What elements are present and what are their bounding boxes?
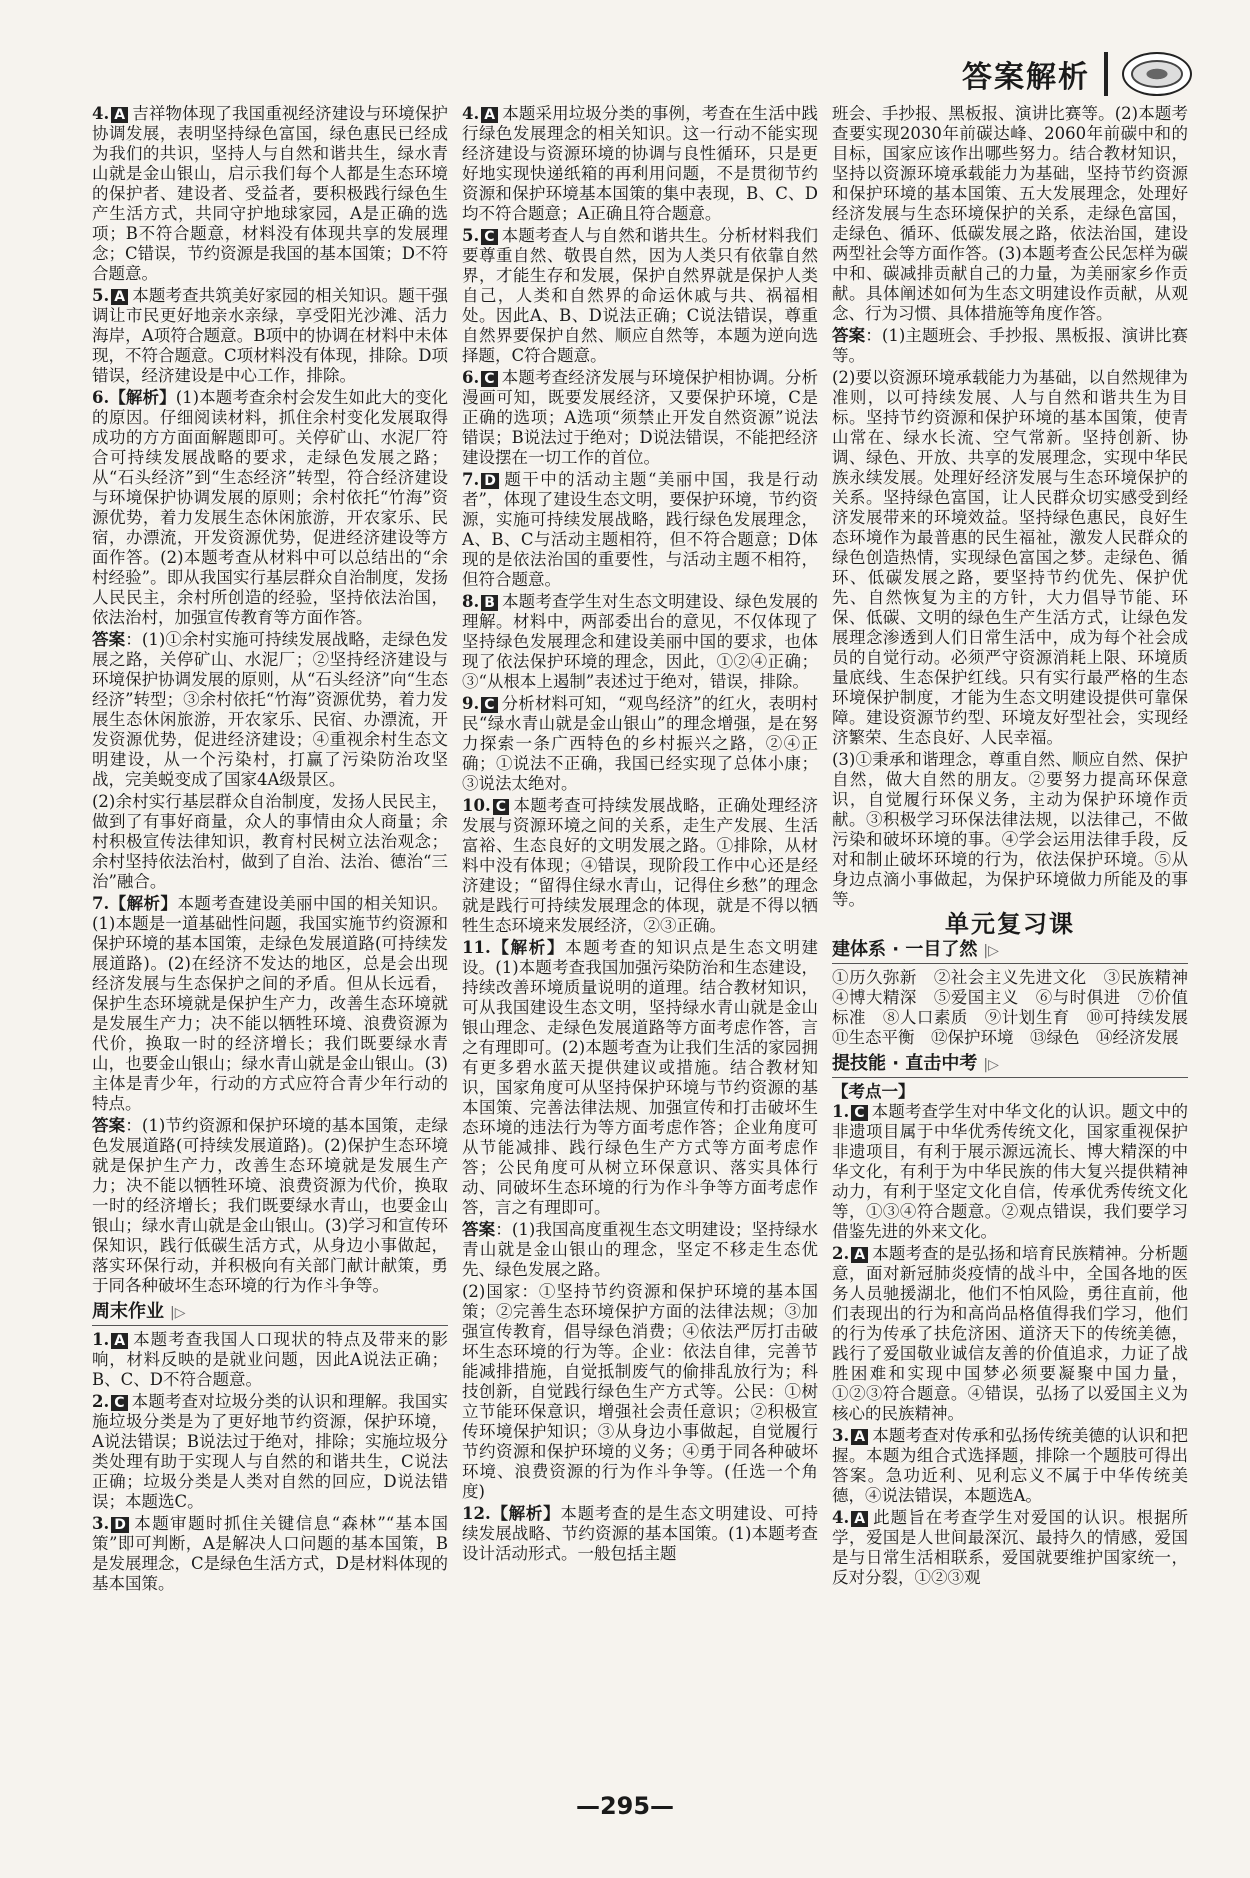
item-number: 4. [832,1508,850,1527]
answer-item [92,894,448,1114]
answer-item [832,104,1188,324]
item-text: 本题考查的知识点是生态文明建设。(1)本题考查我国加强污染防治和生态建设，持续改善环境质量说明的道理。结合教材知识，可从我国建设生态文明，坚持绿水青山就是金山银山理念、走绿色发展道路等方面考虑作答，言之有理即可。(2)本题考查为让我们生活的家园拥有更多碧水蓝天提供建议或措施。结合教材知识，国家角度可从坚持保护环境与节约资源的基本国策、完善法律法规、加强宣传和打击破坏生态环境的违法行为等方面考虑作答；企业角度可从节能减排、践行绿色生产方式等方面考虑作答；公民角度可从树立环保意识、落实具体行动、同破坏生态环境的行为作斗争等方面考虑作答，言之有理即可。 [462,938,819,1217]
unit-review-title: 单元复习课 [945,910,1075,938]
knowledge-system-answers: ①历久弥新 ②社会主义先进文化 ③民族精神 ④博大精深 ⑤爱国主义 ⑥与时俱进 ⑦价值标准 ⑧人口素质 ⑨计划生育 ⑩可持续发展 ⑪生态平衡 ⑫保护环境 ⑬绿色 ⑭经济发展 [832,968,1205,1047]
item-text: (2)余村实行基层群众自治制度，发扬人民民主，做到了有事好商量，众人的事情由众人商量；余村积极宣传法律知识，教育村民树立法治观念；余村坚持依法治村，做到了自治、法治、德治“三治”融合。 [92,792,448,891]
item-text: 本题考查的是生态文明建设、可持续发展战略、节约资源的基本国策。(1)本题考查设计活动形式。一般包括主题 [462,1504,819,1563]
page-number: —295— [575,1792,675,1820]
item-number: 2. [832,1244,850,1263]
answer-choice-badge: A [481,107,498,123]
section-title: 提技能 · 直击中考 [832,1053,978,1074]
item-label: 【解析】 [490,1504,561,1523]
answer-item [92,792,448,892]
item-number: 1. [92,1330,110,1349]
answer-item [92,1514,448,1594]
answer-choice-badge: C [493,799,509,815]
section-title: 建体系 · 一目了然 [832,939,978,960]
item-text: (2)国家：①坚持节约资源和保护环境的基本国策；②完善生态环境保护方面的法律法规；③加强宣传教育，倡导绿色消费；④依法严厉打击破坏生态环境的行为等。企业：依法自律，完善节能减排措施，自觉抵制废气的偷排乱放行为；科技创新，自觉践行绿色生产方式等。公民：①树立节能环保意识，增强社会责任意识；②积极宣传环境保护知识；③从身边小事做起，自觉履行节约资源和保护环境的义务；④勇于同各种破坏环境、浪费资源的行为作斗争等。(任选一个角度) [462,1282,818,1501]
item-text: 本题考查建设美丽中国的相关知识。(1)本题是一道基础性问题，我国实施节约资源和保护环境的基本国策，走绿色发展道路(可持续发展道路)。(2)在经济不发达的地区，总是会出现经济发展与生态保护之间的矛盾。但从长远看，保护生态环境就是保护生产力，改善生态环境就是发展生产力；决不能以牺牲环境、浪费资源为代价，换取一时的经济增长；我们既要绿水青山，也要金山银山；绿水青山就是金山银山。(3)主体是青少年，行动的方式应符合青少年行动的特点。 [92,894,449,1113]
item-number: 11. [462,938,491,957]
section-title: 周末作业 [92,1301,164,1322]
item-label: 答案 [92,1116,126,1135]
item-text: (2)要以资源环境承载能力为基础，以自然规律为准则，以可持续发展、人与自然和谐共生为目标。坚持节约资源和保护环境的基本国策，使青山常在、绿水长流、空气常新。坚持创新、协调、绿色、开放、共享的发展理念，实现中华民族永续发展。处理好经济发展与生态环境保护的关系。坚持绿色富国，让人民群众切实感受到经济发展带来的环境效益。坚持绿色惠民，良好生态环境作为最普惠的民生福祉，激发人民群众的绿色创造热情，实现绿色富国之梦。走绿色、循环、低碳发展之路，要坚持节约优先、保护优先、自然恢复为主的方针，大力倡导节能、环保、低碳、文明的绿色生产生活方式，让绿色发展理念渗透到人们日常生活中，成为每个社会成员的自觉行动。必须严守资源消耗上限、环境质量底线、生态保护红线。只有实行最严格的生态环境保护制度，才能为生态文明建设提供可靠保障。建设资源节约型、环境友好型社会，实现经济繁荣、生态良好、人民幸福。 [832,368,1188,747]
answer-item [462,226,818,366]
answer-item [832,1426,1188,1506]
answer-choice-badge: A [111,1333,128,1349]
item-number: 1. [832,1102,850,1121]
item-number: 3. [832,1426,850,1445]
item-text: 本题考查学生对中华文化的认识。题文中的非遗项目属于中华优秀传统文化，国家重视保护非遗项目，有利于展示源远流长、博大精深的中华文化，有利于为中华民族的伟大复兴提供精神动力，有利于坚定文化自信，传承优秀传统文化等，①③④符合题意。②观点错误，我们要学习借鉴先进的外来文化。 [832,1102,1188,1241]
answer-item [462,592,818,692]
answer-choice-badge: A [851,1247,868,1263]
answer-item [92,388,448,628]
item-label: 答案 [832,326,866,345]
item-text: 本题考查的是弘扬和培育民族精神。分析题意，面对新冠肺炎疫情的战斗中，全国各地的医务人员驰援湖北，他们不怕风险，勇往直前，他们表现出的行为和高尚品格值得我们学习，他们的行为传承了扶危济困、道济天下的传统美德，践行了爱国敬业诚信友善的价值追求，力证了战胜困难和实现中国梦必须要凝聚中国力量，①②③符合题意。④错误，弘扬了以爱国主义为核心的民族精神。 [832,1244,1188,1423]
exam-point-label: 【考点一】 [832,1082,915,1101]
answer-choice-badge: A [851,1511,868,1527]
item-label: 【解析】 [109,388,176,407]
answer-item [462,1504,818,1564]
item-number: 4. [92,104,110,123]
item-number: 7. [462,470,480,489]
answer-choice-badge: C [481,229,497,245]
answer-choice-badge: C [481,371,497,387]
item-text: ：(1)①余村实施可持续发展战略，走绿色发展之路，关停矿山、水泥厂；②坚持经济建设与环境保护协调发展的原则，从“石头经济”向“生态经济”转型；③余村依托“竹海”资源优势，着力发展生态休闲旅游，开农家乐、民宿、办漂流，开发资源优势，促进经济建设；④重视余村生态文明建设，从一个污染村，打赢了污染防治攻坚战，完美蜕变成了国家4A级景区。 [92,630,449,789]
answer-item [462,470,818,590]
item-text: 班会、手抄报、黑板报、演讲比赛等。(2)本题考查要实现2030年前碳达峰、2060年前碳中和的目标，国家应该作出哪些努力。结合教材知识，坚持以资源环境承载能力为基础，坚持节约资源和保护环境的基本国策、五大发展理念，处理好经济发展与生态环境保护的关系，走绿色富国，走绿色、循环、低碳发展之路，依法治国，建设两型社会等方面作答。(3)本题考查公民怎样为碳中和、碳减排贡献自己的力量，为美丽家乡作贡献。具体阐述如何为生态文明建设作贡献，从观念、行为习惯、具体措施等角度作答。 [832,104,1188,323]
item-text: 本题采用垃圾分类的事例，考查在生活中践行绿色发展理念的相关知识。这一行动不能实现经济建设与资源环境的协调与良性循环，只是更好地实现快递纸箱的再利用问题，不是贯彻节约资源和保护环境基本国策的集中表现，B、C、D均不符合题意；A正确且符合题意。 [462,104,818,223]
item-text: 本题审题时抓住关键信息“森林”“基本国策”即可判断，A是解决人口问题的基本国策，B是发展理念，C是绿色生活方式，D是材料体现的基本国策。 [92,1514,448,1593]
answer-choice-badge: A [851,1429,868,1445]
header-title: 答案解析 [962,60,1090,95]
item-number: 6. [92,388,110,407]
item-number: 10. [462,796,491,815]
item-text: 题干中的活动主题“美丽中国，我是行动者”，体现了建设生态文明，要保护环境，节约资源，实施可持续发展战略，践行绿色发展理念，A、B、C与活动主题相符，但不符合题意；D体现的是依法治国的重要性，与活动主题不相符，但符合题意。 [462,470,818,589]
item-number: 8. [462,592,480,611]
answer-item [832,1102,1188,1242]
publisher-logo-icon [1122,52,1192,96]
answer-item [92,630,448,790]
answer-item [832,326,1188,366]
item-text: 吉祥物体现了我国重视经济建设与环境保护协调发展，表明坚持绿色富国，绿色惠民已经成为我们的共识，坚持人与自然和谐共生，绿水青山就是金山银山，启示我们每个人都是生态环境的保护者、建设者、受益者，要积极践行绿色生产生活方式，共同守护地球家园，A是正确的选项；B不符合题意，材料没有体现共享的发展理念；C错误，节约资源是我国的基本国策；D不符合题意。 [92,104,448,283]
answer-item [832,368,1188,748]
answer-item [832,750,1188,910]
item-number: 4. [462,104,480,123]
answer-item [462,796,818,936]
answer-choice-badge: B [481,595,498,611]
answer-choice-badge: C [111,1395,127,1411]
item-text: 本题考查可持续发展战略，正确处理经济发展与资源环境之间的关系，走生产发展、生活富裕、生态良好的文明发展之路。①排除，从材料中没有体现；④错误，现阶段工作中心还是经济建设；“留得住绿水青山，记得住乡愁”的理念就是践行可持续发展理念的体现，就是不得以牺牲生态环境来发展经济，②③正确。 [462,796,818,935]
answer-choice-badge: C [481,697,497,713]
answer-item [462,938,818,1218]
item-text: ：(1)我国高度重视生态文明建设；坚持绿水青山就是金山银山的理念，坚定不移走生态优先、绿色发展之路。 [462,1220,819,1279]
item-text: (3)①秉承和谐理念，尊重自然、顺应自然、保护自然，做大自然的朋友。②要努力提高环保意识，自觉履行环保义务，主动为保护环境作贡献。③积极学习环保法律法规，以法律己，不做污染和破坏环境的事。④学会运用法律手段，反对和制止破坏环境的行为，依法保护环境。⑤从身边点滴小事做起，为保护环境做力所能及的事等。 [832,750,1188,909]
item-text: 本题考查对垃圾分类的认识和理解。我国实施垃圾分类是为了更好地节约资源，保护环境，A说法错误；B说法过于绝对，排除；实施垃圾分类处理有助于实现人与自然的和谐共生，C说法正确；垃圾分类是人类对自然的回应，D说法错误；本题选C。 [92,1392,448,1511]
item-text: ：(1)主题班会、手抄报、黑板报、演讲比赛等。 [832,326,1189,365]
item-number: 9. [462,694,480,713]
item-text: 本题考查人与自然和谐共生。分析材料我们要尊重自然、敬畏自然，因为人类只有依靠自然界，才能生存和发展，保护自然界就是保护人类自己，人类和自然界的命运休戚与共、祸福相处。因此A、B、D说法正确；C说法错误，尊重自然界要保护自然、顺应自然等，本题为逆向选择题，C符合题意。 [462,226,818,365]
item-text: ：(1)节约资源和保护环境的基本国策，走绿色发展道路(可持续发展道路)。(2)保护生态环境就是保护生产力，改善生态环境就是发展生产力；决不能以牺牲环境、浪费资源为代价，换取一时的经济增长；我们既要绿水青山，也要金山银山；绿水青山就是金山银山。(3)学习和宣传环保知识，践行低碳生活方式，从身边小事做起，落实环保行动，并积极向有关部门献计献策，勇于同各种破坏生态环境的行为作斗争等。 [92,1116,449,1295]
header-divider [1104,52,1108,96]
answer-choice-badge: A [111,107,128,123]
item-text: 本题考查经济发展与环境保护相协调。分析漫画可知，既要发展经济，又要保护环境，C是正确的选项；A选项“须禁止开发自然资源”说法错误；B说法过于绝对；D说法错误，不能把经济建设摆在一切工作的首位。 [462,368,818,467]
item-text: 本题考查共筑美好家园的相关知识。题干强调让市民更好地亲水亲绿，享受阳光沙滩、活力海岸，A项符合题意。B项中的协调在材料中未体现，不符合题意。C项材料没有体现，排除。D项错误，经济建设是中心工作，排除。 [92,286,448,385]
answer-choice-badge: D [111,1517,129,1533]
item-text: 本题考查学生对生态文明建设、绿色发展的理解。材料中，两部委出台的意见，不仅体现了坚持绿色发展理念和建设美丽中国的要求，也体现了依法保护环境的理念，因此，①②④正确；③“从根本上遏制”表述过于绝对，错误，排除。 [462,592,818,691]
item-text: 本题考查对传承和弘扬传统美德的认识和把握。本题为组合式选择题，排除一个题肢可得出答案。急功近利、见利忘义不属于中华传统美德，④说法错误，本题选A。 [832,1426,1188,1505]
item-number: 5. [92,286,110,305]
section-heading [832,940,1188,964]
item-text: 本题考查我国人口现状的特点及带来的影响，材料反映的是就业问题，因此A说法正确；B、C、D不符合题意。 [92,1330,448,1389]
answer-item [832,1508,1188,1588]
answer-choice-badge: C [851,1105,867,1121]
answer-choice-badge: D [481,473,499,489]
section-heading [92,1302,448,1326]
item-label: 【解析】 [109,894,178,913]
page-header [962,48,1192,100]
answer-item [92,104,448,284]
answer-item [832,1244,1188,1424]
item-number: 6. [462,368,480,387]
item-label: 答案 [462,1220,496,1239]
item-label: 【解析】 [490,938,566,957]
item-number: 12. [462,1504,491,1523]
answer-item [462,368,818,468]
item-text: 分析材料可知，“观鸟经济”的红火，表明村民“绿水青山就是金山银山”的理念增强，是在努力探索一条广西特色的乡村振兴之路，②④正确；①说法不正确，我国已经实现了总体小康；③说法太绝对。 [462,694,818,793]
column-right [832,104,1205,1764]
item-text: 此题旨在考查学生对爱国的认识。根据所学，爱国是人世间最深沉、最持久的情感，爱国是与日常生活相联系，爱国就要维护国家统一，反对分裂，①②③观 [832,1508,1188,1587]
answer-item [462,694,818,794]
answer-item [462,104,818,224]
answer-item [92,286,448,386]
answer-choice-badge: A [111,289,128,305]
section-arrow-icon: |▷ [983,1057,999,1073]
item-label: 答案 [92,630,126,649]
answer-item [92,1116,448,1296]
answer-item [462,1220,818,1280]
section-arrow-icon: |▷ [983,943,999,959]
item-number: 3. [92,1514,110,1533]
column-left [92,104,448,1764]
item-number: 2. [92,1392,110,1411]
column-middle [462,104,818,1764]
section-arrow-icon: |▷ [170,1305,186,1321]
section-heading [832,1054,1188,1078]
answer-item [92,1392,448,1512]
item-number: 7. [92,894,110,913]
item-number: 5. [462,226,480,245]
item-text: (1)本题考查余村会发生如此大的变化的原因。仔细阅读材料，抓住余村变化发展取得成功的方方面面解题即可。关停矿山、水泥厂符合可持续发展战略的要求，走绿色发展之路；从“石头经济”到“生态经济”转型，符合经济建设与环境保护协调发展的原则；余村依托“竹海”资源优势，着力发展生态休闲旅游，开农家乐、民宿，办漂流，开发资源优势，促进经济建设等方面作答。(2)本题考查从材料中可以总结出的“余村经验”。即从我国实行基层群众自治制度，发扬人民民主，余村所创造的经验，坚持依法治国，依法治村，加强宣传教育等方面作答。 [92,388,449,627]
answer-item [462,1282,818,1502]
answer-item [92,1330,448,1390]
